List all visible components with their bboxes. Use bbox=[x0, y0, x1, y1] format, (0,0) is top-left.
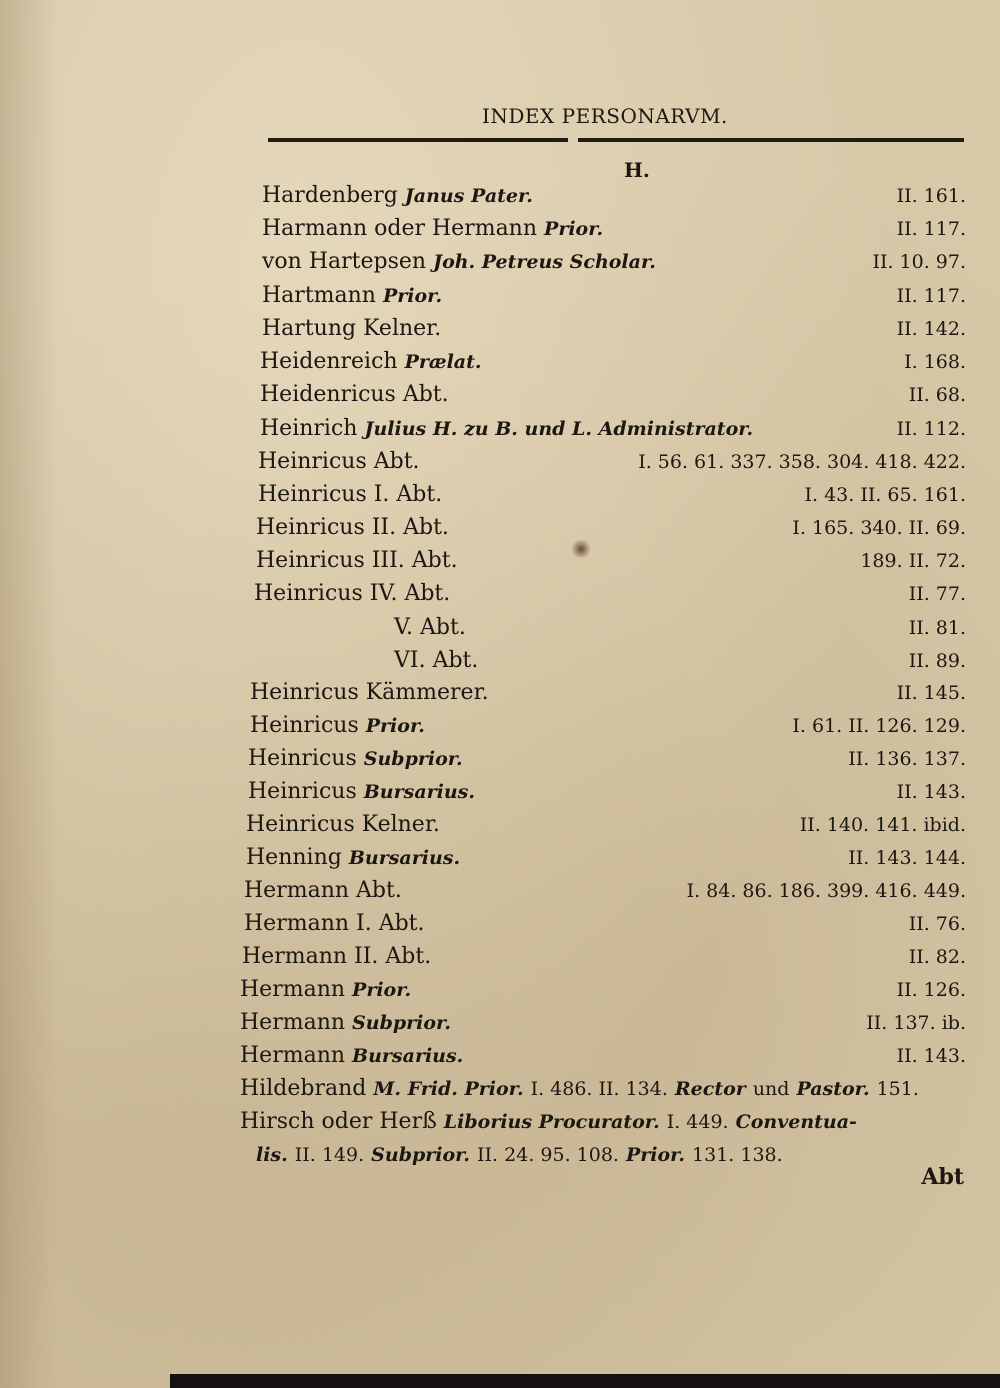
index-entry: Harmann oder Hermann Prior. II. 117. bbox=[262, 216, 966, 241]
index-entry-long: Hildebrand M. Frid. Prior. I. 486. II. 134. Rector und Pastor. 151. bbox=[240, 1076, 919, 1101]
index-entry: Heinricus IV. Abt. II. 77. bbox=[254, 581, 966, 606]
index-entry: Heinrich Julius H. zu B. und L. Administrator. II. 112. bbox=[260, 416, 966, 441]
section-letter: H. bbox=[624, 158, 650, 182]
index-entry: Heinricus Bursarius. II. 143. bbox=[248, 779, 966, 804]
index-entry: VI. Abt. II. 89. bbox=[394, 648, 966, 673]
index-entry: Hermann Subprior. II. 137. ib. bbox=[240, 1010, 966, 1035]
catchword: Abt bbox=[921, 1164, 964, 1190]
index-entry: Hermann Prior. II. 126. bbox=[240, 977, 966, 1002]
index-entry: Heinricus Kelner. II. 140. 141. ibid. bbox=[246, 812, 966, 837]
index-entry: Heidenreich Prælat. I. 168. bbox=[260, 349, 966, 374]
index-entry: von Hartepsen Joh. Petreus Scholar. II. 10. 97. bbox=[262, 249, 966, 274]
index-entry: Hermann I. Abt. II. 76. bbox=[244, 911, 966, 936]
index-entry: Heinricus II. Abt. I. 165. 340. II. 69. bbox=[256, 515, 966, 540]
index-entry: Heinricus Prior. I. 61. II. 126. 129. bbox=[250, 713, 966, 738]
index-entry: Hermann Bursarius. II. 143. bbox=[240, 1043, 966, 1068]
index-entry: Heinricus III. Abt. 189. II. 72. bbox=[256, 548, 966, 573]
index-entry: Hermann Abt. I. 84. 86. 186. 399. 416. 449. bbox=[244, 878, 966, 903]
index-entry: Hartmann Prior. II. 117. bbox=[262, 283, 966, 308]
index-entry: Hermann II. Abt. II. 82. bbox=[242, 944, 966, 969]
index-entry: V. Abt. II. 81. bbox=[394, 615, 966, 640]
index-entry: Henning Bursarius. II. 143. 144. bbox=[246, 845, 966, 870]
index-entry: Heinricus Abt. I. 56. 61. 337. 358. 304. 418. 422. bbox=[258, 449, 966, 474]
index-entry: Heidenricus Abt. II. 68. bbox=[260, 382, 966, 407]
index-entry: Hartung Kelner. II. 142. bbox=[262, 316, 966, 341]
index-entry-long: Hirsch oder Herß Liborius Procurator. I. 449. Conventua- bbox=[240, 1109, 857, 1134]
index-entry: Heinricus Subprior. II. 136. 137. bbox=[248, 746, 966, 771]
index-entry: Heinricus I. Abt. I. 43. II. 65. 161. bbox=[258, 482, 966, 507]
running-header: INDEX PERSONARVM. bbox=[482, 104, 728, 128]
index-entry-long: lis. II. 149. Subprior. II. 24. 95. 108. Prior. 131. 138. bbox=[256, 1144, 783, 1166]
index-entry: Hardenberg Janus Pater. II. 161. bbox=[262, 183, 966, 208]
index-entry: Heinricus Kämmerer. II. 145. bbox=[250, 680, 966, 705]
scan-edge bbox=[170, 1374, 1000, 1388]
